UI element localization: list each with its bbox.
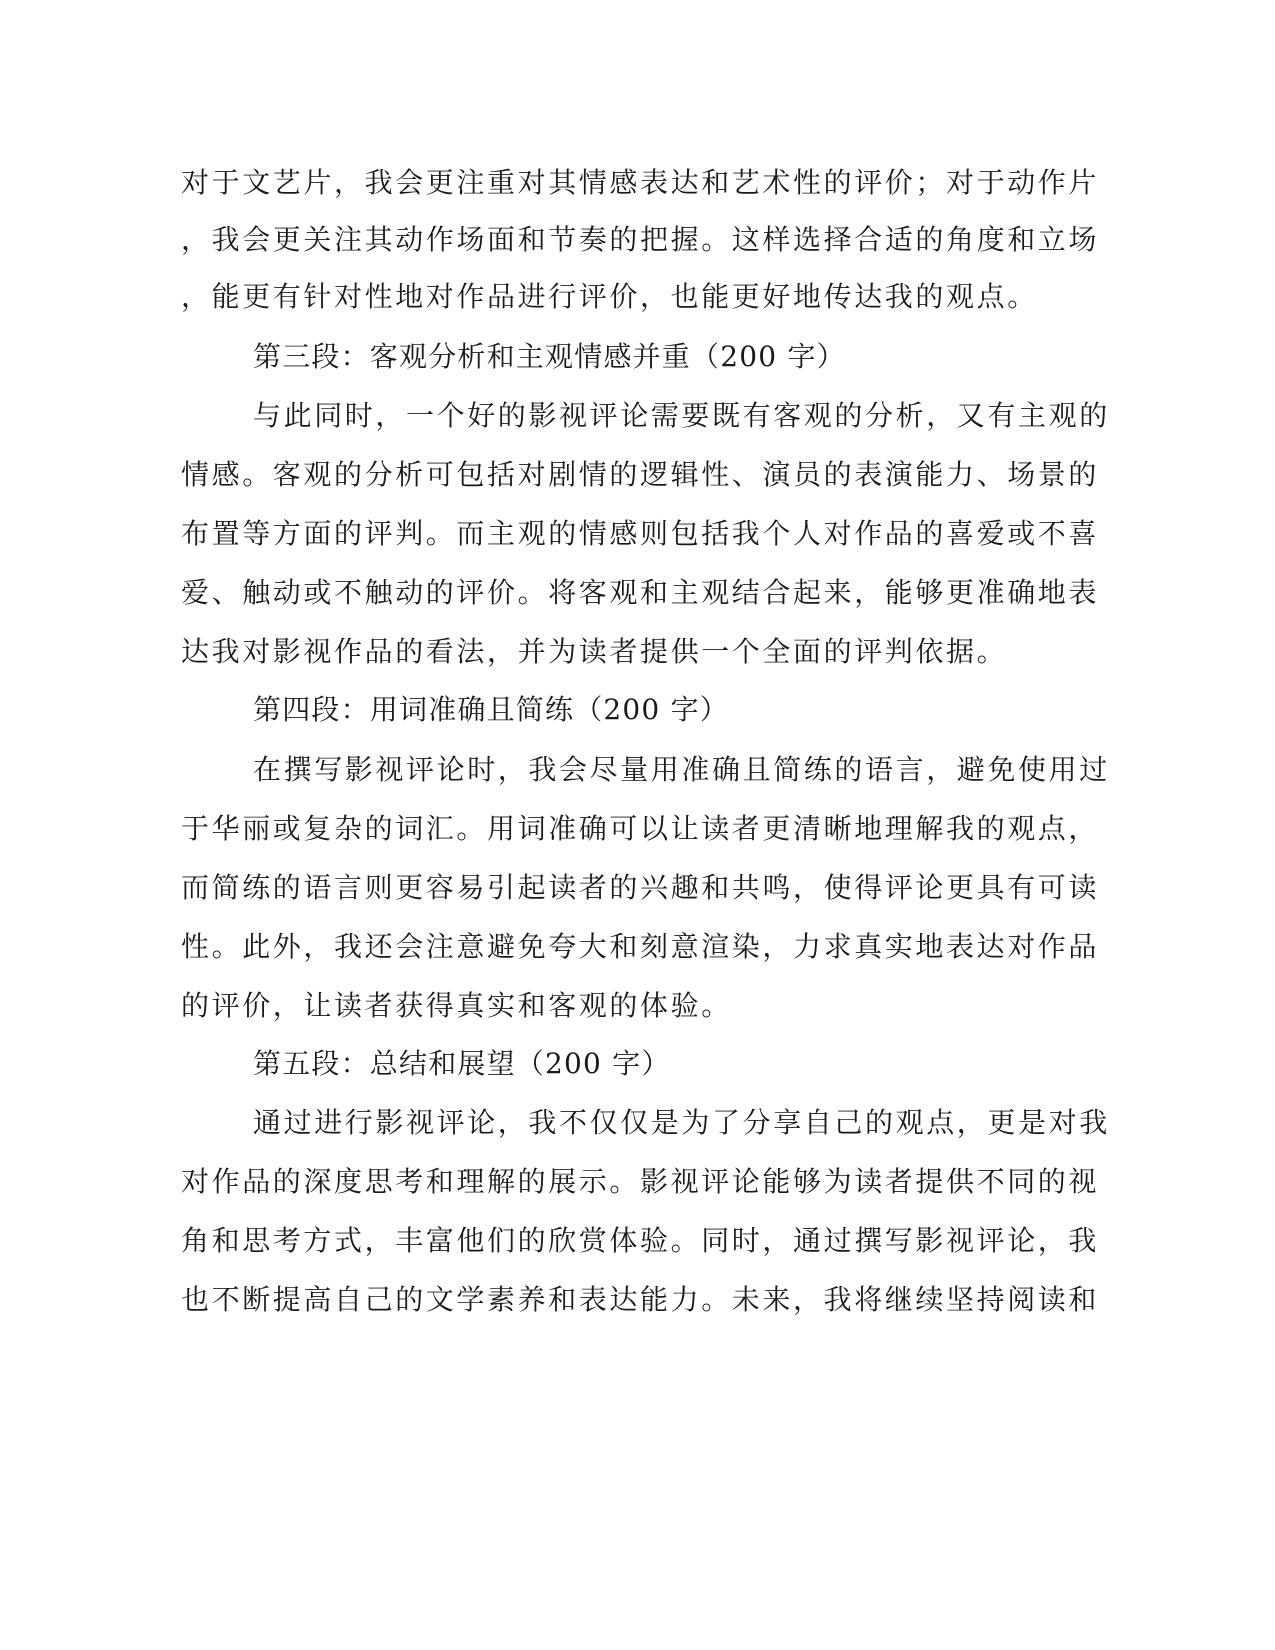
paragraph-line: 布置等方面的评判。而主观的情感则包括我个人对作品的喜爱或不喜 — [181, 517, 1100, 550]
paragraph-line: 而简练的语言则更容易引起读者的兴趣和共鸣，使得评论更具有可读 — [181, 871, 1100, 904]
section-heading: 第五段：总结和展望（200 字） — [253, 1047, 671, 1080]
paragraph-line: 情感。客观的分析可包括对剧情的逻辑性、演员的表演能力、场景的 — [181, 458, 1100, 491]
paragraph-line: 的评价，让读者获得真实和客观的体验。 — [181, 989, 732, 1022]
paragraph-line: 通过进行影视评论，我不仅仅是为了分享自己的观点，更是对我 — [253, 1106, 1110, 1139]
paragraph-line: 性。此外，我还会注意避免夸大和刻意渲染，力求真实地表达对作品 — [181, 930, 1100, 963]
paragraph-line: 在撰写影视评论时，我会尽量用准确且简练的语言，避免使用过 — [253, 753, 1110, 786]
paragraph-line: 对作品的深度思考和理解的展示。影视评论能够为读者提供不同的视 — [181, 1165, 1100, 1198]
paragraph-line: 对于文艺片，我会更注重对其情感表达和艺术性的评价；对于动作片 — [181, 166, 1100, 199]
section-heading: 第四段：用词准确且简练（200 字） — [253, 693, 729, 726]
section-heading: 第三段：客观分析和主观情感并重（200 字） — [253, 340, 846, 373]
paragraph-line: 与此同时，一个好的影视评论需要既有客观的分析，又有主观的 — [253, 399, 1110, 432]
paragraph-line: ，能更有针对性地对作品进行评价，也能更好地传达我的观点。 — [181, 280, 1038, 313]
paragraph-line: ，我会更关注其动作场面和节奏的把握。这样选择合适的角度和立场 — [181, 223, 1100, 256]
paragraph-line: 也不断提高自己的文学素养和表达能力。未来，我将继续坚持阅读和 — [181, 1283, 1100, 1316]
paragraph-line: 爱、触动或不触动的评价。将客观和主观结合起来，能够更准确地表 — [181, 576, 1100, 609]
paragraph-line: 于华丽或复杂的词汇。用词准确可以让读者更清晰地理解我的观点， — [181, 812, 1100, 845]
paragraph-line: 角和思考方式，丰富他们的欣赏体验。同时，通过撰写影视评论，我 — [181, 1224, 1100, 1257]
paragraph-line: 达我对影视作品的看法，并为读者提供一个全面的评判依据。 — [181, 635, 1008, 668]
